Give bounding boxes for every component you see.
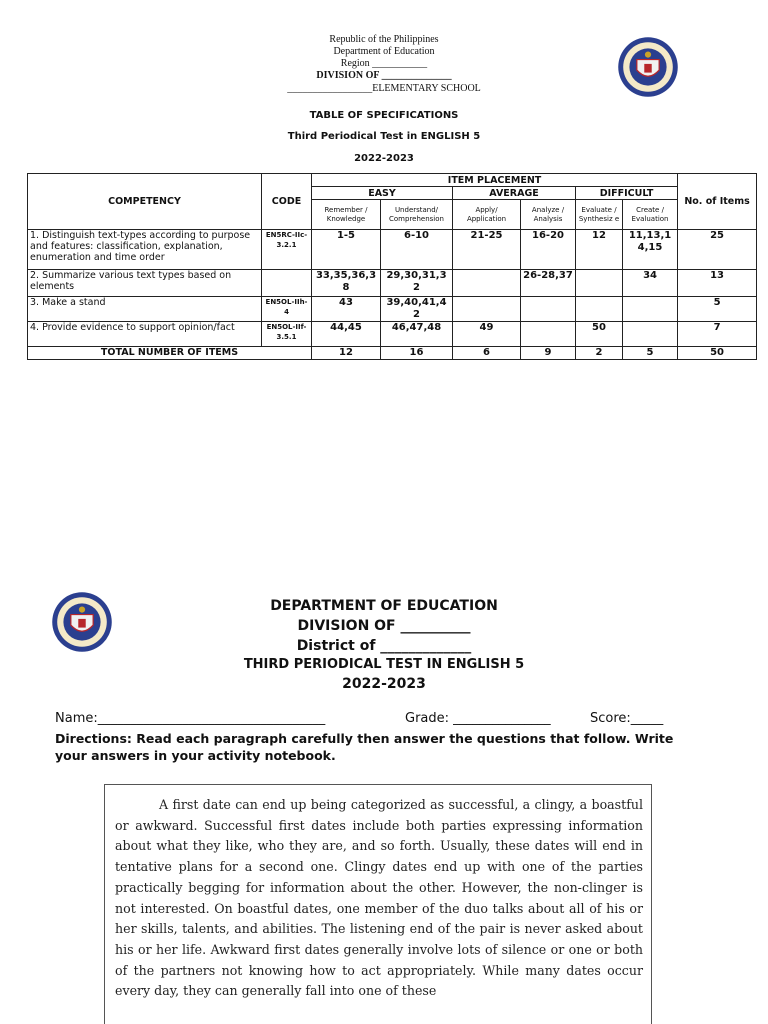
department-title: DEPARTMENT OF EDUCATION — [270, 598, 498, 614]
header-code: CODE — [262, 174, 312, 230]
total-cell: 5 — [678, 297, 757, 322]
grade-field[interactable]: Grade: _______________ — [405, 711, 551, 726]
header-evaluate: Evaluate / Synthesiz e — [576, 200, 623, 230]
total-cell: 7 — [678, 322, 757, 347]
totals-row — [28, 347, 757, 360]
totals-label: TOTAL NUMBER OF ITEMS — [28, 347, 312, 360]
header-no-of-items: No. of Items — [678, 174, 757, 230]
evaluate-cell — [576, 270, 623, 297]
remember-cell: 33,35,36,38 — [312, 270, 381, 297]
table-row — [28, 230, 757, 270]
grand-total: 50 — [678, 347, 757, 360]
apply-total: 6 — [453, 347, 521, 360]
analyze-cell — [521, 322, 576, 347]
analyze-total: 9 — [521, 347, 576, 360]
total-cell: 25 — [678, 230, 757, 270]
table-subtitle: Third Periodical Test in ENGLISH 5 — [287, 131, 481, 142]
evaluate-total: 2 — [576, 347, 623, 360]
remember-cell: 44,45 — [312, 322, 381, 347]
analyze-cell: 16-20 — [521, 230, 576, 270]
code-cell: EN5OL-IIh-4 — [262, 297, 312, 322]
table-year: 2022-2023 — [354, 153, 414, 164]
apply-cell — [453, 270, 521, 297]
deped-seal-icon — [617, 36, 679, 98]
header-create: Create / Evaluation — [623, 200, 678, 230]
analyze-cell: 26-28,37 — [521, 270, 576, 297]
competency-cell: 3. Make a stand — [28, 297, 262, 322]
code-cell: EN5RC-IIc-3.2.1 — [262, 230, 312, 270]
analyze-cell — [521, 297, 576, 322]
competency-cell: 2. Summarize various text types based on elements — [28, 270, 262, 297]
create-cell: 11,13,14,15 — [623, 230, 678, 270]
test-paper-page — [0, 585, 768, 1024]
table-title: TABLE OF SPECIFICATIONS — [309, 110, 459, 121]
header-competency: COMPETENCY — [28, 174, 262, 230]
header-remember: Remember / Knowledge — [312, 200, 381, 230]
apply-cell: 49 — [453, 322, 521, 347]
create-cell — [623, 322, 678, 347]
header-difficult: DIFFICULT — [576, 187, 678, 200]
reading-passage-box — [104, 784, 652, 1024]
header-easy: EASY — [312, 187, 453, 200]
code-cell: EN5OL-IIf-3.5.1 — [262, 322, 312, 347]
understand-total: 16 — [381, 347, 453, 360]
division-line: DIVISION OF __________ — [297, 618, 471, 634]
understand-cell: 39,40,41,42 — [381, 297, 453, 322]
remember-cell: 1-5 — [312, 230, 381, 270]
reading-passage: A first date can end up being categorized as successful, a clingy, a boastful or awkward. Successful first dates include both parties expressing information about what they like, who they are, and so forth. Usually, these dates will end in tentative plans for a second one. Clingy dates end up with one of the parties practically begging for information about the other. However, the non-clinger is not interested. On boastful dates, one member of the duo talks about all of his or her skills, talents, and abilities. The listening end of the pair is never asked about his or her life. Awkward first dates generally involve lots of silence or one or both of the partners not knowing how to act appropriately. While many dates occur every day, they can generally fall into one of these — [115, 797, 643, 999]
header-average: AVERAGE — [453, 187, 576, 200]
create-cell — [623, 297, 678, 322]
header-division: DIVISION OF ______________ — [316, 70, 452, 81]
create-cell: 34 — [623, 270, 678, 297]
apply-cell — [453, 297, 521, 322]
competency-cell: 1. Distinguish text-types according to purpose and features: classification, explanation, enumeration and time order — [28, 230, 262, 270]
create-total: 5 — [623, 347, 678, 360]
understand-cell: 29,30,31,32 — [381, 270, 453, 297]
score-field[interactable]: Score:_____ — [590, 711, 664, 726]
code-cell — [262, 270, 312, 297]
remember-cell: 43 — [312, 297, 381, 322]
understand-cell: 6-10 — [381, 230, 453, 270]
understand-cell: 46,47,48 — [381, 322, 453, 347]
header-apply: Apply/ Application — [453, 200, 521, 230]
test-title: THIRD PERIODICAL TEST IN ENGLISH 5 — [243, 657, 525, 672]
header-republic: Republic of the Philippines — [329, 34, 439, 45]
header-department: Department of Education — [333, 46, 435, 57]
directions: Directions: Read each paragraph carefully then answer the questions that follow. Write your answers in your activity notebook. — [55, 731, 674, 763]
total-cell: 13 — [678, 270, 757, 297]
table-row — [28, 297, 757, 322]
table-row — [28, 270, 757, 297]
name-field[interactable]: Name:___________________________________ — [55, 711, 326, 726]
competency-cell: 4. Provide evidence to support opinion/fact — [28, 322, 262, 347]
table-row — [28, 322, 757, 347]
evaluate-cell: 12 — [576, 230, 623, 270]
evaluate-cell: 50 — [576, 322, 623, 347]
header-item-placement: ITEM PLACEMENT — [312, 174, 678, 187]
header-understand: Understand/ Comprehension — [381, 200, 453, 230]
header-school: _________________ELEMENTARY SCHOOL — [287, 83, 481, 94]
test-year: 2022-2023 — [342, 676, 426, 692]
apply-cell: 21-25 — [453, 230, 521, 270]
evaluate-cell — [576, 297, 623, 322]
remember-total: 12 — [312, 347, 381, 360]
district-line: District of _____________ — [296, 638, 472, 654]
specifications-table — [27, 173, 757, 360]
header-analyze: Analyze / Analysis — [521, 200, 576, 230]
header-region: Region ___________ — [340, 58, 428, 69]
